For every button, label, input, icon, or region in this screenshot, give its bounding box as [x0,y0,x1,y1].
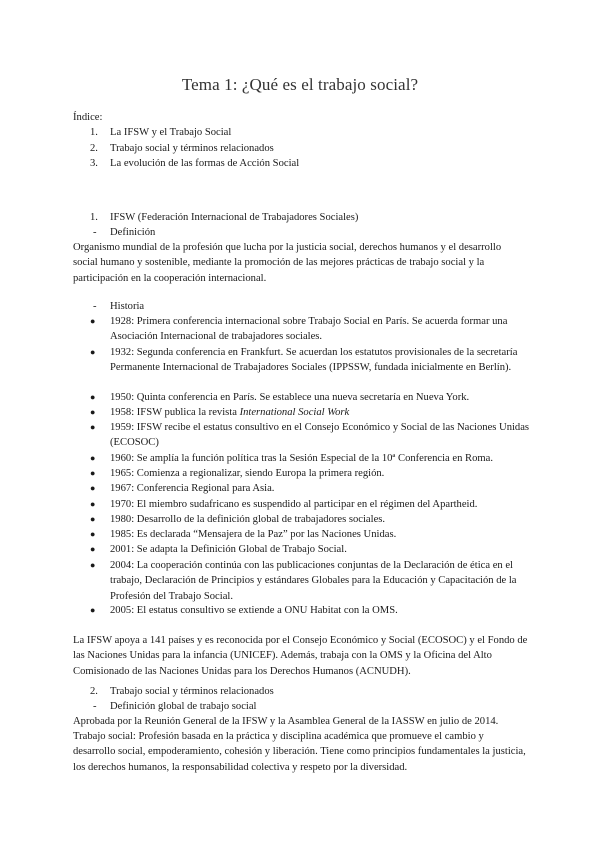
bullet-icon: ● [90,560,96,570]
page-title: Tema 1: ¿Qué es el trabajo social? [181,75,419,94]
section-number: 2. [90,686,98,697]
subheading-definition: Definición [110,227,156,238]
bullet-icon: ● [90,392,96,402]
bullet-icon: ● [90,605,96,615]
dash-marker: - [93,301,97,312]
bullet-icon: ● [90,514,96,524]
section-heading: IFSW (Federación Internacional de Trabajadores Sociales) [110,212,359,223]
bullet-icon: ● [90,544,96,554]
dash-marker: - [93,701,97,712]
approval-paragraph: Aprobada por la Reunión General de la IFSW y la Asamblea General de la IASSW en julio de 2014. [73,716,499,727]
history-item: 1965: Comienza a regionalizar, siendo Europa la primera región. [110,468,385,479]
history-item: 1928: Primera conferencia internacional sobre Trabajo Social en París. Se acuerda formar una Asociación Internacional de trabajadores sociales. [110,316,508,343]
history-item: 1960: Se amplía la función política tras la Sesión Especial de la 10ª Conferencia en Roma. [110,453,494,464]
journal-title: International Social Work [239,407,350,418]
subheading-global-definition: Definición global de trabajo social [110,701,257,712]
history-item-text: 1958: IFSW publica la revista [110,407,240,418]
history-item: 1967: Conferencia Regional para Asia. [110,483,275,494]
bullet-icon: ● [90,529,96,539]
history-item: 1932: Segunda conferencia en Frankfurt. Se acuerdan los estatutos provisionales de la secretaría Permanente Internacional de Trabajadores Sociales (IPPSSW, fundada inicialmente en Berlín). [110,347,518,374]
index-item: La evolución de las formas de Acción Social [110,158,300,169]
history-item: 1970: El miembro sudafricano es suspendido al participar en el régimen del Apartheid. [110,499,478,510]
bullet-icon: ● [90,468,96,478]
history-item: 2005: El estatus consultivo se extiende a ONU Habitat con la OMS. [110,605,398,616]
history-item: 1985: Es declarada “Mensajera de la Paz” por las Naciones Unidas. [110,529,397,540]
dash-marker: - [93,227,97,238]
closing-paragraph: La IFSW apoya a 141 países y es reconocida por el Consejo Económico y Social (ECOSOC) y el Fondo de las Naciones Unidas para la infancia (UNICEF). Además, trabaja con la OMS y la Oficina del Alto Comisionado de las Naciones Unidas para los Derechos Humanos (ACNUDH). [73,635,528,677]
bullet-icon: ● [90,407,96,417]
history-item [110,405,530,420]
history-item: 2004: La cooperación continúa con las publicaciones conjuntas de la Declaración de ética en el trabajo, Declaración de Principios y estándares Globales para la Educación y Capacitación de la Profesión del Trabajo Social. [110,560,517,602]
section-number: 1. [90,212,98,223]
index-item-num: 1. [90,127,98,138]
index-item: Trabajo social y términos relacionados [110,143,274,154]
bullet-icon: ● [90,316,96,326]
history-item: 1980: Desarrollo de la definición global de trabajadores sociales. [110,514,386,525]
history-item: 1950: Quinta conferencia en París. Se establece una nueva secretaría en Nueva York. [110,392,470,403]
bullet-icon: ● [90,499,96,509]
social-work-definition: Trabajo social: Profesión basada en la práctica y disciplina académica que promueve el cambio y desarrollo social, empoderamiento, cohesión y liberación. Tiene como principios fundamentales la justicia, los derechos humanos, la responsabilidad colectiva y respeto por la diversidad. [73,731,526,773]
definition-paragraph: Organismo mundial de la profesión que lucha por la justicia social, derechos humanos y el desarrollo social humano y sostenible, mediante la promoción de las mejores prácticas de trabajo social y la participación en la cooperación internacional. [73,242,502,284]
subheading-history: Historia [110,301,145,312]
bullet-icon: ● [90,422,96,432]
index-item-num: 3. [90,158,98,169]
bullet-icon: ● [90,483,96,493]
index-label: Índice: [73,112,103,123]
bullet-icon: ● [90,453,96,463]
section-heading: Trabajo social y términos relacionados [110,686,274,697]
history-item: 1959: IFSW recibe el estatus consultivo en el Consejo Económico y Social de las Naciones Unidas (ECOSOC) [110,422,530,449]
history-item: 2001: Se adapta la Definición Global de Trabajo Social. [110,544,347,555]
index-item-num: 2. [90,143,98,154]
bullet-icon: ● [90,347,96,357]
index-item: La IFSW y el Trabajo Social [110,127,232,138]
